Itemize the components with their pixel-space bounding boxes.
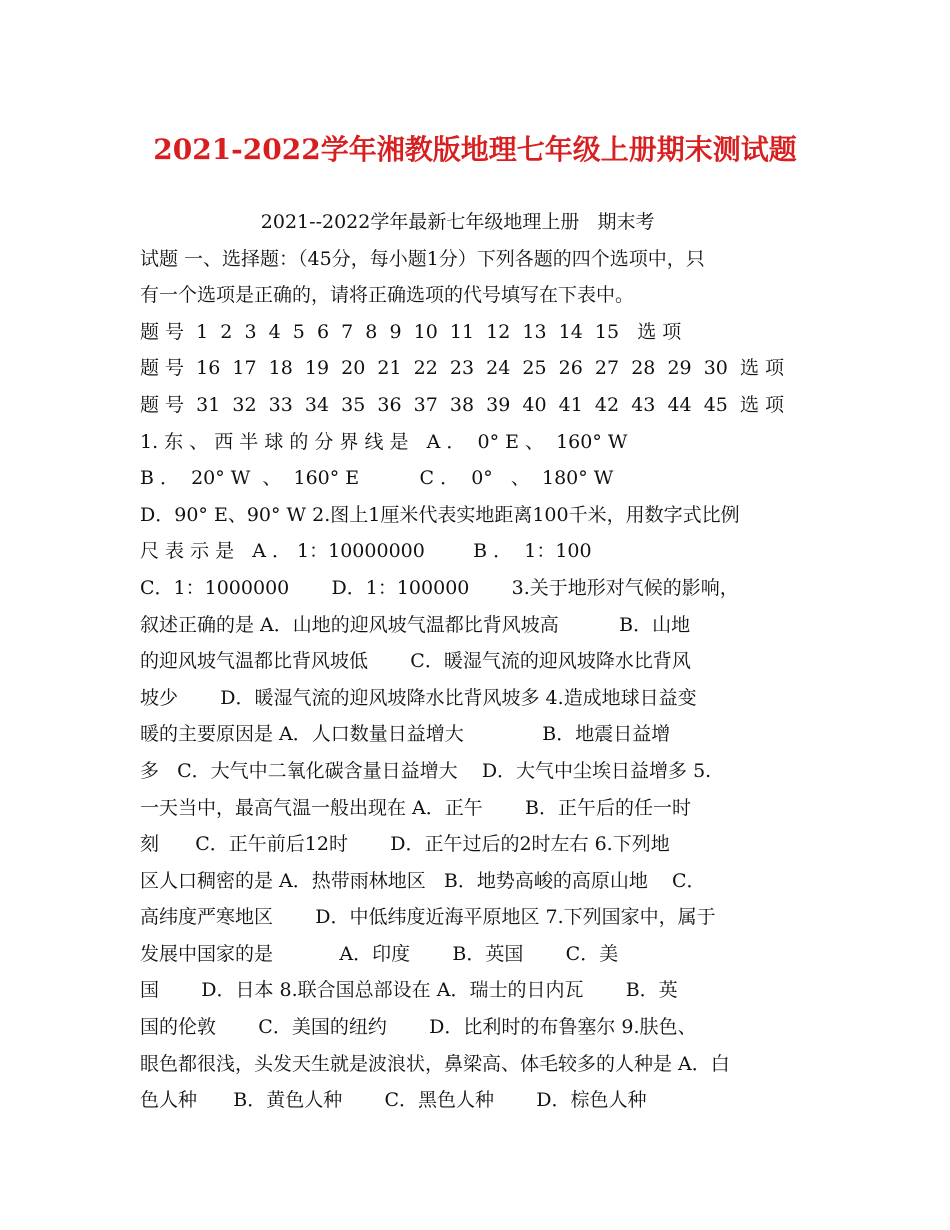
answer-table-row: 题 号 1 2 3 4 5 6 7 8 9 10 11 12 13 14 15 选 项 [140,320,682,343]
body-line: 坡少 D．暖湿气流的迎风坡降水比背风坡多 4.造成地球日益变 [140,686,697,709]
body-line: 色人种 B．黄色人种 C．黑色人种 D．棕色人种 [140,1089,647,1112]
body-line: C．1：1000000 D．1：100000 3.关于地形对气候的影响， [140,576,739,599]
body-line: 2021--2022学年最新七年级地理上册 期末考 [140,211,655,233]
body-line: 有一个选项是正确的，请将正确选项的代号填写在下表中。 [140,284,635,307]
body-line: 1. 东 、 西 半 球 的 分 界 线 是 A ． 0° E 、 160° W [140,430,628,453]
body-line: 的迎风坡气温都比背风坡低 C．暖湿气流的迎风坡降水比背风 [140,650,691,673]
body-line: 发展中国家的是 A．印度 B．英国 C．美 [140,942,619,965]
body-line: 国的伦敦 C．美国的纽约 D．比利时的布鲁塞尔 9.肤色、 [140,1016,697,1039]
answer-table-row: 题 号 31 32 33 34 35 36 37 38 39 40 41 42 43 44 45 选 项 [140,393,784,416]
body-line: 一天当中，最高气温一般出现在 A．正午 B．正午后的任一时 [140,796,692,819]
body-line: 多 C．大气中二氧化碳含量日益增大 D．大气中尘埃日益增多 5. [140,759,712,782]
body-line: 尺 表 示 是 A ． 1：10000000 B ． 1：100 [140,540,592,563]
document-title: 2021-2022学年湘教版地理七年级上册期末测试题 [153,133,797,166]
body-line: 暖的主要原因是 A．人口数量日益增大 B．地震日益增 [140,723,671,746]
body-line: 国 D．日本 8.联合国总部设在 A．瑞士的日内瓦 B．英 [140,979,678,1002]
body-line: 试题 一、选择题：（45分，每小题1分）下列各题的四个选项中，只 [140,247,705,270]
body-line: 眼色都很浅，头发天生就是波浪状，鼻梁高、体毛较多的人种是 A．白 [140,1052,730,1075]
answer-table-row: 题 号 16 17 18 19 20 21 22 23 24 25 26 27 28 29 30 选 项 [140,357,784,380]
body-line: 区人口稠密的是 A．热带雨林地区 B．地势高峻的高原山地 C． [140,869,706,892]
body-line: B ． 20° W 、 160° E C ． 0° 、 180° W [140,467,614,490]
body-line: 叙述正确的是 A．山地的迎风坡气温都比背风坡高 B．山地 [140,613,691,636]
body-line: D．90° E、90° W 2.图上1厘米代表实地距离100千米，用数字式比例 [140,503,740,526]
body-line: 高纬度严寒地区 D．中低纬度近海平原地区 7.下列国家中，属于 [140,906,716,929]
body-line: 刻 C．正午前后12时 D．正午过后的2时左右 6.下列地 [140,833,670,856]
document-body [140,204,820,1119]
